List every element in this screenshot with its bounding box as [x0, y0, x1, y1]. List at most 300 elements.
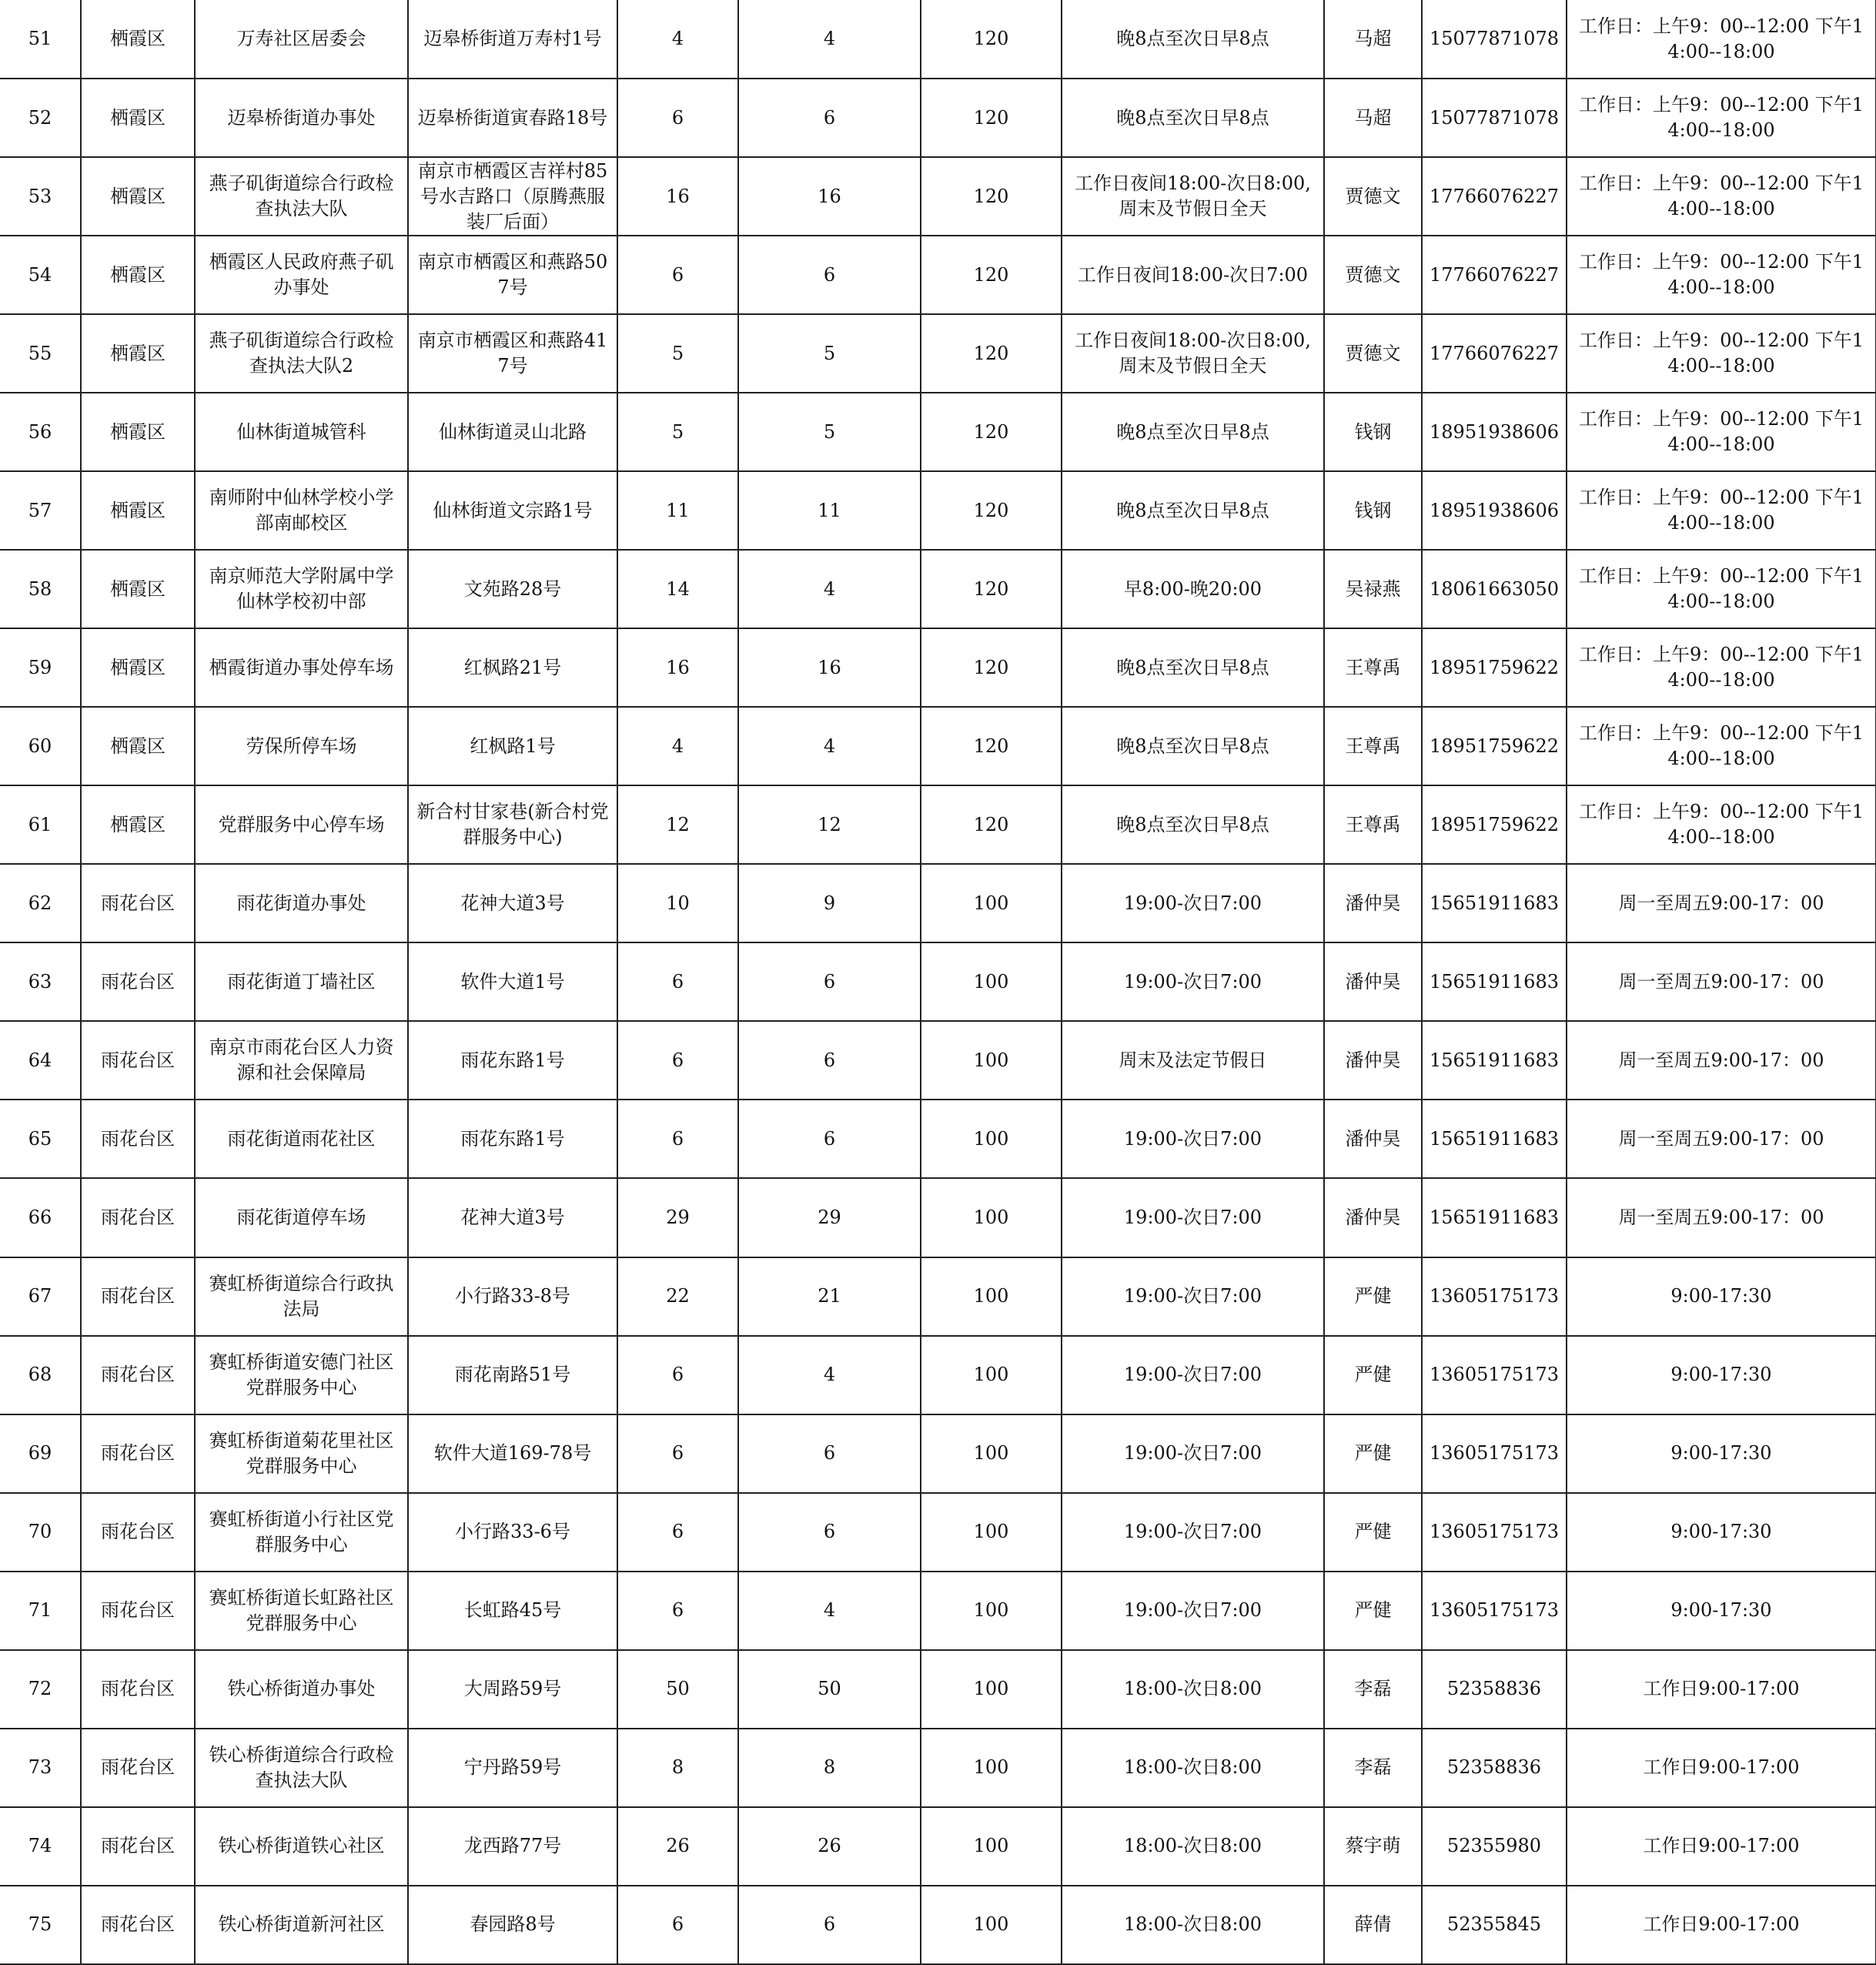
row-number-cell: 66 — [0, 1178, 81, 1257]
shared-spaces-cell: 6 — [738, 236, 921, 314]
row-number-cell: 60 — [0, 707, 81, 785]
fee-cell: 100 — [921, 1807, 1062, 1886]
district-cell: 雨花台区 — [81, 1650, 195, 1729]
contact-phone-cell: 13605175173 — [1422, 1336, 1567, 1414]
total-spaces-cell: 22 — [617, 1257, 738, 1336]
address-cell: 宁丹路59号 — [408, 1729, 617, 1807]
contact-phone-cell: 15077871078 — [1422, 79, 1567, 157]
contact-person-cell: 潘仲昊 — [1324, 942, 1422, 1021]
row-number-cell: 67 — [0, 1257, 81, 1336]
contact-person-cell: 王尊禹 — [1324, 707, 1422, 785]
row-number-cell: 72 — [0, 1650, 81, 1729]
fee-cell: 120 — [921, 0, 1062, 79]
address-cell: 花神大道3号 — [408, 1178, 617, 1257]
row-number-cell: 64 — [0, 1021, 81, 1100]
contact-person-cell: 马超 — [1324, 79, 1422, 157]
fee-cell: 100 — [921, 1021, 1062, 1100]
address-cell: 龙西路77号 — [408, 1807, 617, 1886]
table-row — [0, 1807, 1876, 1886]
shared-spaces-cell: 5 — [738, 314, 921, 393]
fee-cell: 100 — [921, 942, 1062, 1021]
open-time-cell: 18:00-次日8:00 — [1062, 1650, 1324, 1729]
table-row — [0, 314, 1876, 393]
office-hours-cell: 9:00-17:30 — [1567, 1493, 1876, 1572]
row-number-cell: 74 — [0, 1807, 81, 1886]
open-time-cell: 工作日夜间18:00-次日8:00,周末及节假日全天 — [1062, 157, 1324, 236]
open-time-cell: 19:00-次日7:00 — [1062, 1257, 1324, 1336]
shared-spaces-cell: 8 — [738, 1729, 921, 1807]
open-time-cell: 19:00-次日7:00 — [1062, 1100, 1324, 1178]
table-row — [0, 785, 1876, 864]
shared-spaces-cell: 6 — [738, 79, 921, 157]
open-time-cell: 晚8点至次日早8点 — [1062, 471, 1324, 550]
contact-phone-cell: 52358836 — [1422, 1729, 1567, 1807]
address-cell: 南京市栖霞区和燕路507号 — [408, 236, 617, 314]
contact-phone-cell: 52358836 — [1422, 1650, 1567, 1729]
row-number-cell: 51 — [0, 0, 81, 79]
shared-spaces-cell: 4 — [738, 1336, 921, 1414]
office-hours-cell: 工作日9:00-17:00 — [1567, 1650, 1876, 1729]
shared-spaces-cell: 6 — [738, 1886, 921, 1964]
table-row — [0, 79, 1876, 157]
fee-cell: 120 — [921, 550, 1062, 628]
row-number-cell: 73 — [0, 1729, 81, 1807]
shared-spaces-cell: 4 — [738, 550, 921, 628]
district-cell: 雨花台区 — [81, 1729, 195, 1807]
contact-person-cell: 潘仲昊 — [1324, 864, 1422, 942]
district-cell: 栖霞区 — [81, 550, 195, 628]
table-row — [0, 628, 1876, 707]
district-cell: 雨花台区 — [81, 1178, 195, 1257]
table-row — [0, 1650, 1876, 1729]
total-spaces-cell: 6 — [617, 236, 738, 314]
district-cell: 雨花台区 — [81, 1572, 195, 1650]
contact-person-cell: 严健 — [1324, 1336, 1422, 1414]
fee-cell: 120 — [921, 707, 1062, 785]
total-spaces-cell: 6 — [617, 942, 738, 1021]
table-row — [0, 942, 1876, 1021]
row-number-cell: 61 — [0, 785, 81, 864]
office-hours-cell: 工作日：上午9：00--12:00 下午14:00--18:00 — [1567, 707, 1876, 785]
location-name-cell: 铁心桥街道综合行政检查执法大队 — [195, 1729, 408, 1807]
district-cell: 栖霞区 — [81, 628, 195, 707]
row-number-cell: 53 — [0, 157, 81, 236]
contact-person-cell: 严健 — [1324, 1493, 1422, 1572]
open-time-cell: 19:00-次日7:00 — [1062, 1572, 1324, 1650]
shared-spaces-cell: 21 — [738, 1257, 921, 1336]
location-name-cell: 党群服务中心停车场 — [195, 785, 408, 864]
open-time-cell: 晚8点至次日早8点 — [1062, 0, 1324, 79]
table-row — [0, 1572, 1876, 1650]
shared-spaces-cell: 50 — [738, 1650, 921, 1729]
open-time-cell: 18:00-次日8:00 — [1062, 1729, 1324, 1807]
row-number-cell: 58 — [0, 550, 81, 628]
office-hours-cell: 周一至周五9:00-17：00 — [1567, 864, 1876, 942]
table-row — [0, 1021, 1876, 1100]
contact-person-cell: 贾德文 — [1324, 236, 1422, 314]
shared-spaces-cell: 6 — [738, 1100, 921, 1178]
open-time-cell: 18:00-次日8:00 — [1062, 1886, 1324, 1964]
open-time-cell: 19:00-次日7:00 — [1062, 1414, 1324, 1493]
table-row — [0, 393, 1876, 471]
office-hours-cell: 9:00-17:30 — [1567, 1572, 1876, 1650]
district-cell: 雨花台区 — [81, 942, 195, 1021]
total-spaces-cell: 6 — [617, 79, 738, 157]
district-cell: 雨花台区 — [81, 1257, 195, 1336]
fee-cell: 120 — [921, 471, 1062, 550]
location-name-cell: 雨花街道办事处 — [195, 864, 408, 942]
shared-spaces-cell: 6 — [738, 1021, 921, 1100]
address-cell: 新合村甘家巷(新合村党群服务中心) — [408, 785, 617, 864]
table-row — [0, 1336, 1876, 1414]
open-time-cell: 早8:00-晚20:00 — [1062, 550, 1324, 628]
fee-cell: 100 — [921, 1886, 1062, 1964]
shared-spaces-cell: 4 — [738, 707, 921, 785]
contact-phone-cell: 15651911683 — [1422, 1178, 1567, 1257]
fee-cell: 120 — [921, 79, 1062, 157]
row-number-cell: 70 — [0, 1493, 81, 1572]
total-spaces-cell: 6 — [617, 1414, 738, 1493]
shared-spaces-cell: 29 — [738, 1178, 921, 1257]
district-cell: 雨花台区 — [81, 1886, 195, 1964]
contact-person-cell: 蔡宇萌 — [1324, 1807, 1422, 1886]
office-hours-cell: 周一至周五9:00-17：00 — [1567, 1178, 1876, 1257]
contact-person-cell: 李磊 — [1324, 1650, 1422, 1729]
district-cell: 雨花台区 — [81, 1414, 195, 1493]
shared-spaces-cell: 6 — [738, 1414, 921, 1493]
address-cell: 迈皋桥街道寅春路18号 — [408, 79, 617, 157]
address-cell: 红枫路1号 — [408, 707, 617, 785]
row-number-cell: 52 — [0, 79, 81, 157]
total-spaces-cell: 6 — [617, 1572, 738, 1650]
table-row — [0, 471, 1876, 550]
address-cell: 春园路8号 — [408, 1886, 617, 1964]
office-hours-cell: 9:00-17:30 — [1567, 1257, 1876, 1336]
shared-spaces-cell: 26 — [738, 1807, 921, 1886]
open-time-cell: 18:00-次日8:00 — [1062, 1807, 1324, 1886]
contact-phone-cell: 15651911683 — [1422, 1100, 1567, 1178]
address-cell: 小行路33-6号 — [408, 1493, 617, 1572]
location-name-cell: 雨花街道雨花社区 — [195, 1100, 408, 1178]
open-time-cell: 晚8点至次日早8点 — [1062, 628, 1324, 707]
row-number-cell: 71 — [0, 1572, 81, 1650]
shared-spaces-cell: 6 — [738, 942, 921, 1021]
office-hours-cell: 工作日：上午9：00--12:00 下午14:00--18:00 — [1567, 0, 1876, 79]
contact-phone-cell: 15651911683 — [1422, 1021, 1567, 1100]
total-spaces-cell: 10 — [617, 864, 738, 942]
location-name-cell: 铁心桥街道办事处 — [195, 1650, 408, 1729]
row-number-cell: 56 — [0, 393, 81, 471]
fee-cell: 120 — [921, 628, 1062, 707]
office-hours-cell: 工作日：上午9：00--12:00 下午14:00--18:00 — [1567, 471, 1876, 550]
fee-cell: 120 — [921, 236, 1062, 314]
contact-person-cell: 严健 — [1324, 1572, 1422, 1650]
open-time-cell: 周末及法定节假日 — [1062, 1021, 1324, 1100]
district-cell: 雨花台区 — [81, 1493, 195, 1572]
table-row — [0, 1886, 1876, 1964]
table-row — [0, 1100, 1876, 1178]
total-spaces-cell: 6 — [617, 1886, 738, 1964]
contact-phone-cell: 17766076227 — [1422, 157, 1567, 236]
fee-cell: 100 — [921, 1414, 1062, 1493]
location-name-cell: 南京市雨花台区人力资源和社会保障局 — [195, 1021, 408, 1100]
table-row — [0, 1178, 1876, 1257]
open-time-cell: 19:00-次日7:00 — [1062, 942, 1324, 1021]
row-number-cell: 59 — [0, 628, 81, 707]
row-number-cell: 54 — [0, 236, 81, 314]
contact-person-cell: 李磊 — [1324, 1729, 1422, 1807]
location-name-cell: 万寿社区居委会 — [195, 0, 408, 79]
district-cell: 栖霞区 — [81, 157, 195, 236]
fee-cell: 100 — [921, 1178, 1062, 1257]
open-time-cell: 19:00-次日7:00 — [1062, 1493, 1324, 1572]
district-cell: 栖霞区 — [81, 0, 195, 79]
office-hours-cell: 9:00-17:30 — [1567, 1336, 1876, 1414]
total-spaces-cell: 12 — [617, 785, 738, 864]
shared-spaces-cell: 11 — [738, 471, 921, 550]
district-cell: 栖霞区 — [81, 236, 195, 314]
address-cell: 雨花东路1号 — [408, 1021, 617, 1100]
fee-cell: 100 — [921, 1493, 1062, 1572]
district-cell: 栖霞区 — [81, 707, 195, 785]
location-name-cell: 雨花街道停车场 — [195, 1178, 408, 1257]
total-spaces-cell: 6 — [617, 1021, 738, 1100]
office-hours-cell: 工作日：上午9：00--12:00 下午14:00--18:00 — [1567, 785, 1876, 864]
shared-spaces-cell: 9 — [738, 864, 921, 942]
location-name-cell: 燕子矶街道综合行政检查执法大队2 — [195, 314, 408, 393]
address-cell: 雨花东路1号 — [408, 1100, 617, 1178]
contact-person-cell: 潘仲昊 — [1324, 1021, 1422, 1100]
row-number-cell: 65 — [0, 1100, 81, 1178]
contact-person-cell: 吴禄燕 — [1324, 550, 1422, 628]
location-name-cell: 赛虹桥街道综合行政执法局 — [195, 1257, 408, 1336]
row-number-cell: 69 — [0, 1414, 81, 1493]
contact-phone-cell: 18061663050 — [1422, 550, 1567, 628]
location-name-cell: 赛虹桥街道安德门社区党群服务中心 — [195, 1336, 408, 1414]
contact-person-cell: 贾德文 — [1324, 314, 1422, 393]
location-name-cell: 燕子矶街道综合行政检查执法大队 — [195, 157, 408, 236]
row-number-cell: 63 — [0, 942, 81, 1021]
office-hours-cell: 工作日：上午9：00--12:00 下午14:00--18:00 — [1567, 157, 1876, 236]
table-row — [0, 0, 1876, 79]
location-name-cell: 南京师范大学附属中学仙林学校初中部 — [195, 550, 408, 628]
total-spaces-cell: 5 — [617, 393, 738, 471]
contact-phone-cell: 13605175173 — [1422, 1493, 1567, 1572]
contact-phone-cell: 18951759622 — [1422, 707, 1567, 785]
contact-phone-cell: 15651911683 — [1422, 942, 1567, 1021]
address-cell: 仙林街道文宗路1号 — [408, 471, 617, 550]
location-name-cell: 南师附中仙林学校小学部南邮校区 — [195, 471, 408, 550]
table-row — [0, 1729, 1876, 1807]
office-hours-cell: 工作日：上午9：00--12:00 下午14:00--18:00 — [1567, 550, 1876, 628]
total-spaces-cell: 11 — [617, 471, 738, 550]
fee-cell: 120 — [921, 393, 1062, 471]
district-cell: 栖霞区 — [81, 393, 195, 471]
fee-cell: 100 — [921, 1572, 1062, 1650]
contact-person-cell: 薛倩 — [1324, 1886, 1422, 1964]
table-row — [0, 550, 1876, 628]
fee-cell: 120 — [921, 157, 1062, 236]
address-cell: 南京市栖霞区吉祥村85号水吉路口（原腾燕服装厂后面） — [408, 157, 617, 236]
contact-person-cell: 潘仲昊 — [1324, 1100, 1422, 1178]
address-cell: 仙林街道灵山北路 — [408, 393, 617, 471]
total-spaces-cell: 6 — [617, 1493, 738, 1572]
open-time-cell: 工作日夜间18:00-次日7:00 — [1062, 236, 1324, 314]
office-hours-cell: 周一至周五9:00-17：00 — [1567, 1021, 1876, 1100]
fee-cell: 100 — [921, 1729, 1062, 1807]
address-cell: 红枫路21号 — [408, 628, 617, 707]
contact-phone-cell: 52355980 — [1422, 1807, 1567, 1886]
office-hours-cell: 工作日：上午9：00--12:00 下午14:00--18:00 — [1567, 628, 1876, 707]
fee-cell: 100 — [921, 1100, 1062, 1178]
total-spaces-cell: 5 — [617, 314, 738, 393]
contact-person-cell: 王尊禹 — [1324, 785, 1422, 864]
contact-phone-cell: 18951938606 — [1422, 471, 1567, 550]
contact-phone-cell: 52355845 — [1422, 1886, 1567, 1964]
location-name-cell: 迈皋桥街道办事处 — [195, 79, 408, 157]
total-spaces-cell: 50 — [617, 1650, 738, 1729]
shared-spaces-cell: 6 — [738, 1493, 921, 1572]
office-hours-cell: 工作日9:00-17:00 — [1567, 1729, 1876, 1807]
district-cell: 栖霞区 — [81, 471, 195, 550]
table-row — [0, 864, 1876, 942]
district-cell: 雨花台区 — [81, 1100, 195, 1178]
address-cell: 雨花南路51号 — [408, 1336, 617, 1414]
district-cell: 栖霞区 — [81, 785, 195, 864]
district-cell: 雨花台区 — [81, 1336, 195, 1414]
fee-cell: 100 — [921, 1257, 1062, 1336]
office-hours-cell: 工作日9:00-17:00 — [1567, 1807, 1876, 1886]
contact-phone-cell: 18951759622 — [1422, 785, 1567, 864]
fee-cell: 120 — [921, 785, 1062, 864]
contact-phone-cell: 18951759622 — [1422, 628, 1567, 707]
open-time-cell: 晚8点至次日早8点 — [1062, 707, 1324, 785]
contact-person-cell: 钱钢 — [1324, 471, 1422, 550]
contact-phone-cell: 13605175173 — [1422, 1257, 1567, 1336]
open-time-cell: 晚8点至次日早8点 — [1062, 393, 1324, 471]
total-spaces-cell: 6 — [617, 1100, 738, 1178]
fee-cell: 100 — [921, 864, 1062, 942]
contact-phone-cell: 17766076227 — [1422, 314, 1567, 393]
contact-person-cell: 潘仲昊 — [1324, 1178, 1422, 1257]
location-name-cell: 赛虹桥街道小行社区党群服务中心 — [195, 1493, 408, 1572]
fee-cell: 100 — [921, 1336, 1062, 1414]
location-name-cell: 铁心桥街道铁心社区 — [195, 1807, 408, 1886]
table-row — [0, 1257, 1876, 1336]
location-name-cell: 仙林街道城管科 — [195, 393, 408, 471]
address-cell: 花神大道3号 — [408, 864, 617, 942]
total-spaces-cell: 6 — [617, 1336, 738, 1414]
address-cell: 软件大道169-78号 — [408, 1414, 617, 1493]
location-name-cell: 栖霞区人民政府燕子矶办事处 — [195, 236, 408, 314]
location-name-cell: 雨花街道丁墙社区 — [195, 942, 408, 1021]
open-time-cell: 工作日夜间18:00-次日8:00,周末及节假日全天 — [1062, 314, 1324, 393]
contact-person-cell: 王尊禹 — [1324, 628, 1422, 707]
row-number-cell: 55 — [0, 314, 81, 393]
shared-spaces-cell: 16 — [738, 628, 921, 707]
district-cell: 栖霞区 — [81, 79, 195, 157]
shared-spaces-cell: 4 — [738, 1572, 921, 1650]
location-name-cell: 赛虹桥街道长虹路社区党群服务中心 — [195, 1572, 408, 1650]
fee-cell: 120 — [921, 314, 1062, 393]
row-number-cell: 75 — [0, 1886, 81, 1964]
office-hours-cell: 工作日：上午9：00--12:00 下午14:00--18:00 — [1567, 236, 1876, 314]
address-cell: 长虹路45号 — [408, 1572, 617, 1650]
open-time-cell: 晚8点至次日早8点 — [1062, 785, 1324, 864]
total-spaces-cell: 16 — [617, 157, 738, 236]
table-row — [0, 157, 1876, 236]
total-spaces-cell: 26 — [617, 1807, 738, 1886]
location-name-cell: 劳保所停车场 — [195, 707, 408, 785]
location-name-cell: 赛虹桥街道菊花里社区党群服务中心 — [195, 1414, 408, 1493]
contact-person-cell: 严健 — [1324, 1414, 1422, 1493]
office-hours-cell: 工作日：上午9：00--12:00 下午14:00--18:00 — [1567, 314, 1876, 393]
contact-person-cell: 钱钢 — [1324, 393, 1422, 471]
row-number-cell: 68 — [0, 1336, 81, 1414]
shared-spaces-cell: 16 — [738, 157, 921, 236]
table-row — [0, 1414, 1876, 1493]
contact-person-cell: 严健 — [1324, 1257, 1422, 1336]
contact-phone-cell: 13605175173 — [1422, 1572, 1567, 1650]
total-spaces-cell: 14 — [617, 550, 738, 628]
table-row — [0, 1493, 1876, 1572]
office-hours-cell: 9:00-17:30 — [1567, 1414, 1876, 1493]
office-hours-cell: 周一至周五9:00-17：00 — [1567, 1100, 1876, 1178]
table-row — [0, 236, 1876, 314]
office-hours-cell: 工作日：上午9：00--12:00 下午14:00--18:00 — [1567, 79, 1876, 157]
contact-phone-cell: 17766076227 — [1422, 236, 1567, 314]
district-cell: 雨花台区 — [81, 1021, 195, 1100]
address-cell: 大周路59号 — [408, 1650, 617, 1729]
address-cell: 软件大道1号 — [408, 942, 617, 1021]
district-cell: 雨花台区 — [81, 1807, 195, 1886]
district-cell: 栖霞区 — [81, 314, 195, 393]
contact-phone-cell: 15077871078 — [1422, 0, 1567, 79]
contact-phone-cell: 13605175173 — [1422, 1414, 1567, 1493]
shared-spaces-cell: 12 — [738, 785, 921, 864]
row-number-cell: 57 — [0, 471, 81, 550]
address-cell: 文苑路28号 — [408, 550, 617, 628]
shared-spaces-cell: 5 — [738, 393, 921, 471]
fee-cell: 100 — [921, 1650, 1062, 1729]
location-name-cell: 栖霞街道办事处停车场 — [195, 628, 408, 707]
district-cell: 雨花台区 — [81, 864, 195, 942]
office-hours-cell: 周一至周五9:00-17：00 — [1567, 942, 1876, 1021]
open-time-cell: 19:00-次日7:00 — [1062, 1336, 1324, 1414]
location-name-cell: 铁心桥街道新河社区 — [195, 1886, 408, 1964]
total-spaces-cell: 4 — [617, 0, 738, 79]
open-time-cell: 19:00-次日7:00 — [1062, 864, 1324, 942]
total-spaces-cell: 8 — [617, 1729, 738, 1807]
contact-person-cell: 贾德文 — [1324, 157, 1422, 236]
address-cell: 小行路33-8号 — [408, 1257, 617, 1336]
total-spaces-cell: 16 — [617, 628, 738, 707]
open-time-cell: 晚8点至次日早8点 — [1062, 79, 1324, 157]
row-number-cell: 62 — [0, 864, 81, 942]
contact-phone-cell: 15651911683 — [1422, 864, 1567, 942]
total-spaces-cell: 29 — [617, 1178, 738, 1257]
address-cell: 迈皋桥街道万寿村1号 — [408, 0, 617, 79]
office-hours-cell: 工作日：上午9：00--12:00 下午14:00--18:00 — [1567, 393, 1876, 471]
contact-person-cell: 马超 — [1324, 0, 1422, 79]
shared-spaces-cell: 4 — [738, 0, 921, 79]
open-time-cell: 19:00-次日7:00 — [1062, 1178, 1324, 1257]
office-hours-cell: 工作日9:00-17:00 — [1567, 1886, 1876, 1964]
total-spaces-cell: 4 — [617, 707, 738, 785]
table-row — [0, 707, 1876, 785]
address-cell: 南京市栖霞区和燕路417号 — [408, 314, 617, 393]
contact-phone-cell: 18951938606 — [1422, 393, 1567, 471]
